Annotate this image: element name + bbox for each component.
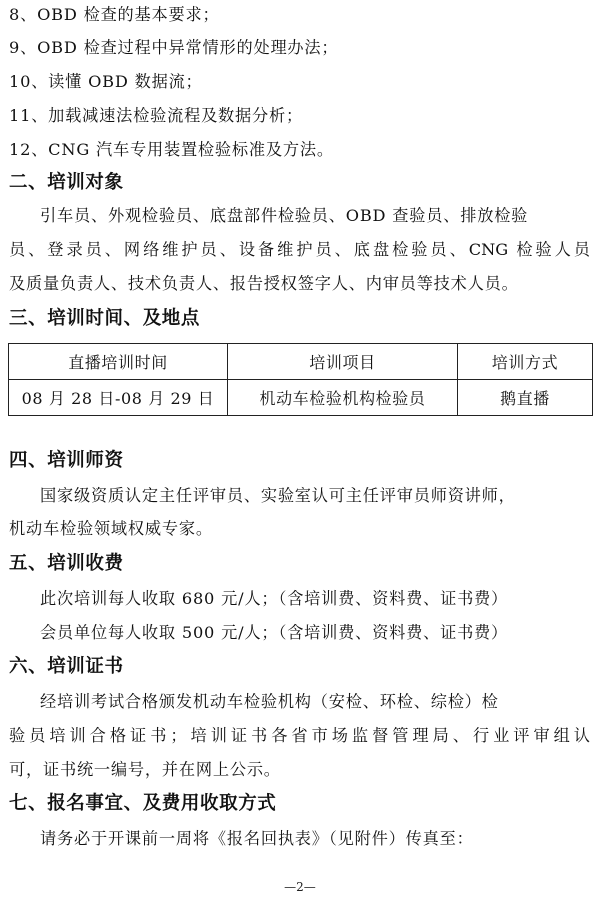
list-item: 8、OBD 检查的基本要求； — [9, 5, 220, 24]
list-item: 9、OBD 检查过程中异常情形的处理办法； — [9, 38, 339, 57]
paragraph-line: 可，证书统一编号，并在网上公示。 — [9, 760, 281, 779]
paragraph-line: 员、登录员、网络维护员、设备维护员、底盘检验员、CNG 检验人员 — [9, 240, 590, 259]
paragraph-line: 及质量负责人、技术负责人、报告授权签字人、内审员等技术人员。 — [9, 274, 519, 293]
page-number: —2— — [284, 880, 316, 894]
table-row — [9, 380, 593, 416]
section-heading: 六、培训证书 — [9, 656, 124, 677]
section-heading: 七、报名事宜、及费用收取方式 — [9, 793, 277, 814]
table-header-row — [9, 344, 593, 380]
section-heading: 四、培训师资 — [9, 450, 124, 471]
section-heading: 五、培训收费 — [9, 553, 124, 574]
paragraph-line: 请务必于开课前一周将《报名回执表》（见附件）传真至： — [40, 829, 474, 848]
paragraph-line: 国家级资质认定主任评审员、实验室认可主任评审员师资讲师， — [40, 486, 516, 505]
paragraph-line: 经培训考试合格颁发机动车检验机构（安检、环检、综检）检 — [40, 692, 499, 711]
table-cell: 机动车检验机构检验员 — [228, 380, 458, 416]
table-header-cell: 直播培训时间 — [9, 344, 228, 380]
schedule-table — [8, 343, 593, 416]
list-item: 12、CNG 汽车专用装置检验标准及方法。 — [9, 140, 334, 159]
paragraph-line: 验员培训合格证书；培训证书各省市场监督管理局、行业评审组认 — [9, 726, 590, 745]
list-item: 11、加载减速法检验流程及数据分析； — [9, 106, 303, 125]
section-heading: 三、培训时间、及地点 — [9, 308, 201, 329]
paragraph-line: 会员单位每人收取 500 元/人；（含培训费、资料费、证书费） — [40, 623, 509, 642]
section-heading: 二、培训对象 — [9, 172, 124, 193]
list-item: 10、读懂 OBD 数据流； — [9, 72, 203, 91]
table-header-cell: 培训项目 — [228, 344, 458, 380]
table-cell: 鹅直播 — [458, 380, 593, 416]
paragraph-line: 机动车检验领域权威专家。 — [9, 519, 213, 538]
paragraph-line: 此次培训每人收取 680 元/人；（含培训费、资料费、证书费） — [40, 589, 509, 608]
table-header-cell: 培训方式 — [458, 344, 593, 380]
table-cell: 08 月 28 日-08 月 29 日 — [9, 380, 228, 416]
paragraph-line: 引车员、外观检验员、底盘部件检验员、OBD 查验员、排放检验 — [40, 206, 529, 225]
